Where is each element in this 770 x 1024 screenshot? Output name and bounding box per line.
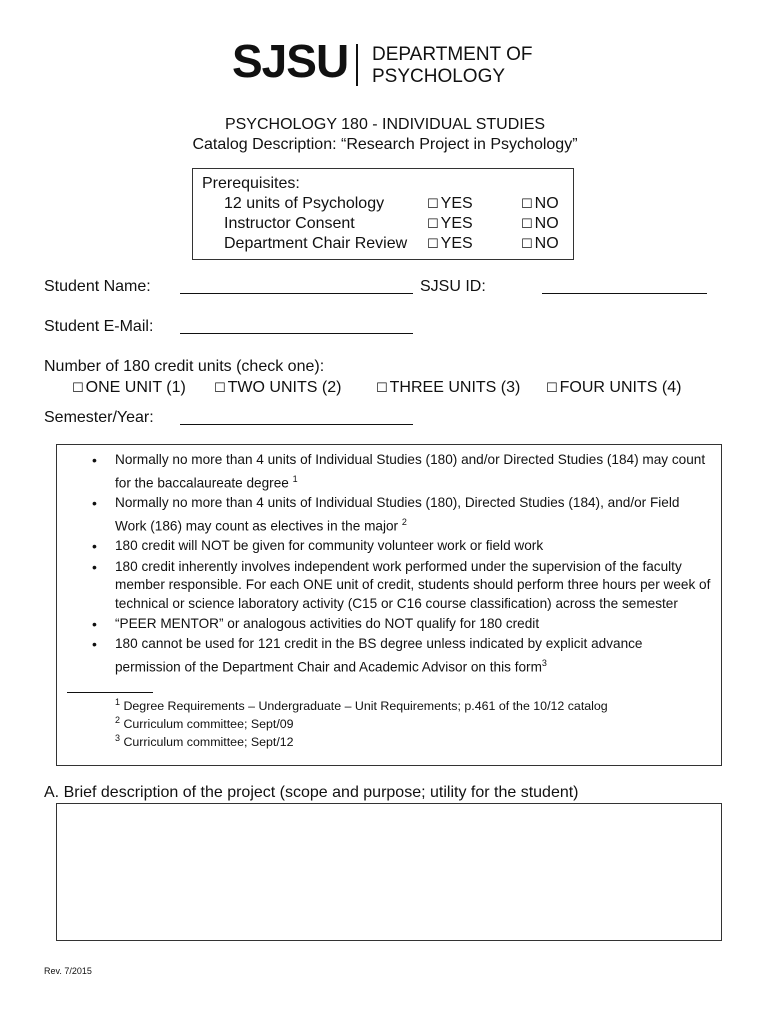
department-name xyxy=(372,44,532,88)
semester-year-label: Semester/Year: xyxy=(44,409,154,426)
semester-year-field[interactable] xyxy=(180,424,413,425)
student-name-label: Student Name: xyxy=(44,278,151,295)
list-item xyxy=(115,558,711,614)
department-line-2: PSYCHOLOGY xyxy=(372,66,506,87)
list-item xyxy=(115,615,711,634)
sjsu-id-field[interactable] xyxy=(542,293,707,294)
footnote-number: 1 xyxy=(115,697,121,707)
checkbox-icon: ☐ xyxy=(72,380,84,395)
no-label: NO xyxy=(534,235,559,252)
checkbox-icon: ☐ xyxy=(214,380,226,395)
unit-option-label: FOUR UNITS (4) xyxy=(559,379,682,396)
unit-option-one[interactable] xyxy=(72,379,186,397)
prereq-label: Department Chair Review xyxy=(224,235,408,252)
yes-label: YES xyxy=(440,195,473,212)
logo-divider xyxy=(356,44,358,86)
section-a-heading: A. Brief description of the project (scope and purpose; utility for the student) xyxy=(44,784,579,801)
sjsu-logo: SJSU xyxy=(232,35,349,87)
footnote-text: Degree Requirements – Undergraduate – Unit Requirements; p.461 of the 10/12 catalog xyxy=(123,699,608,714)
footnote-number: 3 xyxy=(115,733,121,743)
prereq-yes-checkbox[interactable] xyxy=(427,235,473,253)
note-text: 180 cannot be used for 121 credit in the BS degree unless indicated by explicit advance permission of the Department Chair and Academic Advisor on this form xyxy=(115,635,643,675)
department-line-1: DEPARTMENT OF xyxy=(372,44,533,65)
student-email-label: Student E-Mail: xyxy=(44,318,154,335)
footnote-number: 2 xyxy=(115,715,121,725)
course-title: PSYCHOLOGY 180 - INDIVIDUAL STUDIES xyxy=(224,116,546,133)
checkbox-icon: ☐ xyxy=(521,216,533,231)
note-text: Normally no more than 4 units of Individual Studies (180), Directed Studies (184), and/or Field Work (186) may count as electives in the major xyxy=(115,495,680,534)
student-name-field[interactable] xyxy=(180,293,413,294)
policy-notes-box xyxy=(56,444,722,766)
checkbox-icon: ☐ xyxy=(427,216,439,231)
units-prompt: Number of 180 credit units (check one): xyxy=(44,358,325,375)
prereq-yes-checkbox[interactable] xyxy=(427,215,473,233)
prereq-no-checkbox[interactable] xyxy=(521,235,559,253)
footnote-ref: 2 xyxy=(401,516,407,527)
note-text: Normally no more than 4 units of Individual Studies (180) and/or Directed Studies (184) may count for the baccalaureate degree xyxy=(115,452,706,491)
student-email-field[interactable] xyxy=(180,333,413,334)
list-item xyxy=(115,451,711,493)
note-text: “PEER MENTOR” or analogous activities do NOT qualify for 180 credit xyxy=(115,615,540,631)
prereq-no-checkbox[interactable] xyxy=(521,195,559,213)
yes-label: YES xyxy=(440,235,473,252)
yes-label: YES xyxy=(440,215,473,232)
unit-option-two[interactable] xyxy=(214,379,341,397)
unit-option-label: ONE UNIT (1) xyxy=(85,379,186,396)
checkbox-icon: ☐ xyxy=(521,236,533,251)
revision-date: Rev. 7/2015 xyxy=(44,966,92,976)
note-text: 180 credit inherently involves independent work performed under the supervision of the faculty member responsible. For each ONE unit of credit, students should perform three hours per week of technical or science laboratory activity (C15 or C16 course classification) across the semester xyxy=(115,558,711,611)
no-label: NO xyxy=(534,215,559,232)
catalog-description: Catalog Description: “Research Project in Psychology” xyxy=(192,136,578,153)
checkbox-icon: ☐ xyxy=(427,196,439,211)
checkbox-icon: ☐ xyxy=(521,196,533,211)
project-description-textarea[interactable] xyxy=(56,803,722,941)
no-label: NO xyxy=(534,195,559,212)
list-item xyxy=(115,494,711,536)
prereq-label: 12 units of Psychology xyxy=(224,195,385,212)
checkbox-icon: ☐ xyxy=(376,380,388,395)
list-item xyxy=(115,635,711,677)
footnote xyxy=(115,715,294,731)
unit-option-three[interactable] xyxy=(376,379,520,397)
footnote-ref: 1 xyxy=(292,473,298,484)
policy-notes-list xyxy=(115,451,711,678)
footnote-text: Curriculum committee; Sept/09 xyxy=(123,717,294,732)
footnote-ref: 3 xyxy=(541,657,547,668)
unit-option-label: THREE UNITS (3) xyxy=(389,379,521,396)
prereq-label: Instructor Consent xyxy=(224,215,355,232)
note-text: 180 credit will NOT be given for community volunteer work or field work xyxy=(115,538,544,554)
prerequisites-heading: Prerequisites: xyxy=(202,175,300,192)
list-item xyxy=(115,537,711,556)
prerequisites-box xyxy=(192,168,574,260)
checkbox-icon: ☐ xyxy=(427,236,439,251)
footnote xyxy=(115,733,294,749)
unit-option-four[interactable] xyxy=(546,379,681,397)
checkbox-icon: ☐ xyxy=(546,380,558,395)
footnote-text: Curriculum committee; Sept/12 xyxy=(123,735,294,750)
unit-option-label: TWO UNITS (2) xyxy=(227,379,342,396)
footnote xyxy=(115,697,608,713)
footnote-divider xyxy=(67,692,153,693)
prereq-yes-checkbox[interactable] xyxy=(427,195,473,213)
sjsu-id-label: SJSU ID: xyxy=(420,278,486,295)
prereq-no-checkbox[interactable] xyxy=(521,215,559,233)
